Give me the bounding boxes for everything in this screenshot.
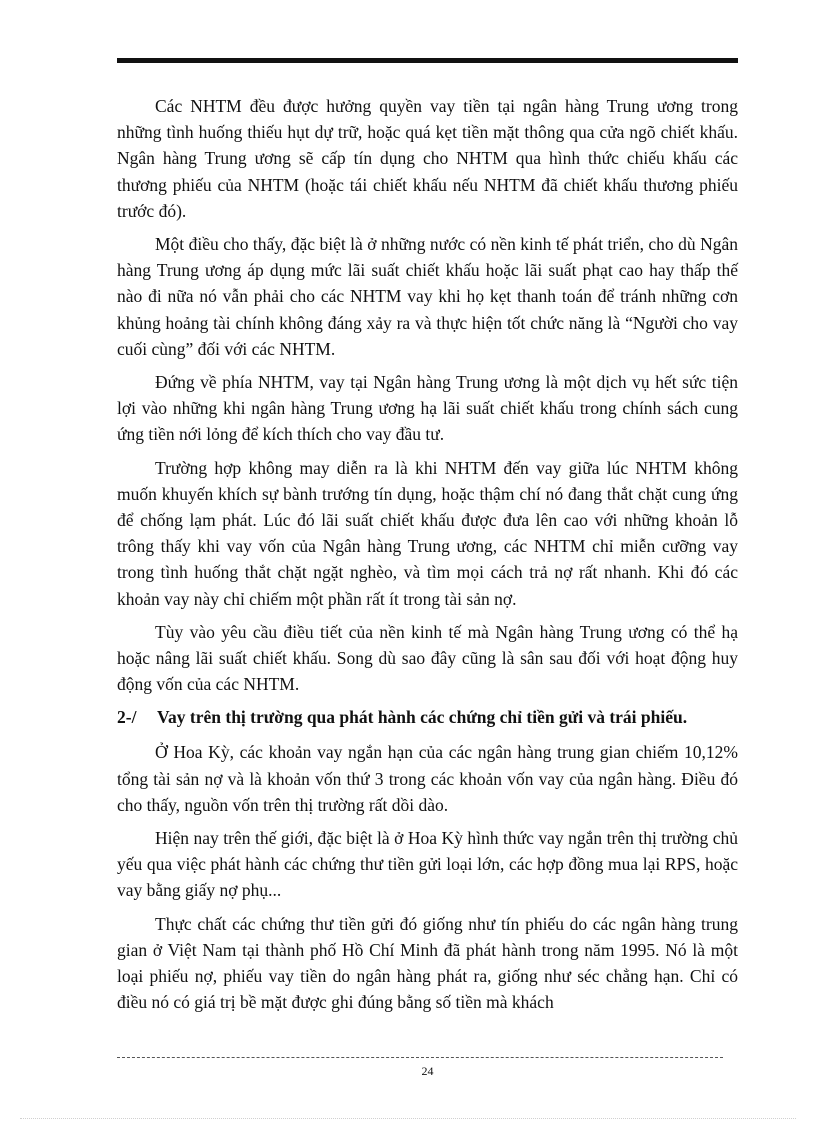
paragraph-4: Trường hợp không may diễn ra là khi NHTM đến vay giữa lúc NHTM không muốn khuyến khích sự bành trướng tín dụng, hoặc thậm chí nó đang thắt chặt cung ứng để chống lạm phát. Lúc đó lãi suất chiết khấu được đưa lên cao với những khoản lỗ trông thấy khi vay vốn của Ngân hàng Trung ương, các NHTM chỉ miễn cưỡng vay trong tình huống thắt chặt ngặt nghèo, và tìm mọi cách trả nợ rất nhanh. Khi đó các khoản vay này chỉ chiếm một phần rất ít trong tài sản nợ. xyxy=(117,457,738,609)
footer-rule xyxy=(117,1057,723,1058)
paragraph-6: Ở Hoa Kỳ, các khoản vay ngắn hạn của các ngân hàng trung gian chiếm 10,12% tổng tài sản nợ và là khoản vốn thứ 3 trong các khoản vốn vay của ngân hàng. Điều đó cho thấy, nguồn vốn trên thị trường rất dồi dào. xyxy=(117,742,738,815)
section-number: 2-/ xyxy=(117,707,137,728)
section-heading xyxy=(117,704,738,730)
paragraph-1: Các NHTM đều được hưởng quyền vay tiền tại ngân hàng Trung ương trong những tình huống thiếu hụt dự trữ, hoặc quá kẹt tiền mặt thông qua cửa ngõ chiết khấu. Ngân hàng Trung ương sẽ cấp tín dụng cho NHTM qua hình thức chiếu khấu các thương phiếu của NHTM (hoặc tái chiết khấu nếu NHTM đã chiết khấu thương phiếu trước đó). xyxy=(117,96,738,221)
page-edge xyxy=(20,1118,796,1119)
page-number: 24 xyxy=(421,1064,434,1078)
paragraph-7: Hiện nay trên thế giới, đặc biệt là ở Hoa Kỳ hình thức vay ngắn trên thị trường chủ yếu qua việc phát hành các chứng thư tiền gửi loại lớn, các hợp đồng mua lại RPS, hoặc vay bằng giấy nợ phụ... xyxy=(117,828,738,901)
header-rule xyxy=(117,58,738,63)
page-body xyxy=(117,93,738,1023)
paragraph-3: Đứng về phía NHTM, vay tại Ngân hàng Trung ương là một dịch vụ hết sức tiện lợi vào những khi ngân hàng Trung ương hạ lãi suất chiết khấu trong chính sách cung ứng tiền nới lỏng để kích thích cho vay đầu tư. xyxy=(117,372,738,445)
paragraph-5: Tùy vào yêu cầu điều tiết của nền kinh tế mà Ngân hàng Trung ương có thể hạ hoặc nâng lãi suất chiết khấu. Song dù sao đây cũng là sân sau đối với hoạt động huy động vốn của các NHTM. xyxy=(117,621,738,695)
section-title: Vay trên thị trường qua phát hành các chứng chỉ tiền gửi và trái phiếu. xyxy=(157,707,688,728)
paragraph-2: Một điều cho thấy, đặc biệt là ở những nước có nền kinh tế phát triển, cho dù Ngân hàng Trung ương áp dụng mức lãi suất chiết khấu hoặc lãi suất phạt cao hay thấp thế nào đi nữa nó vẫn phải cho các NHTM vay khi họ kẹt thanh toán để tránh những cơn khủng hoảng tài chính không đáng xảy ra và thực hiện tốt chức năng là “Người cho vay cuối cùng” đối với các NHTM. xyxy=(117,234,738,359)
paragraph-8: Thực chất các chứng thư tiền gửi đó giống như tín phiếu do các ngân hàng trung gian ở Việt Nam tại thành phố Hồ Chí Minh đã phát hành trong năm 1995. Nó là một loại phiếu nợ, phiếu vay tiền do ngân hàng phát ra, giống như séc chẳng hạn. Chỉ có điều nó có giá trị bề mặt được ghi đúng bằng số tiền mà khách xyxy=(117,913,738,1013)
